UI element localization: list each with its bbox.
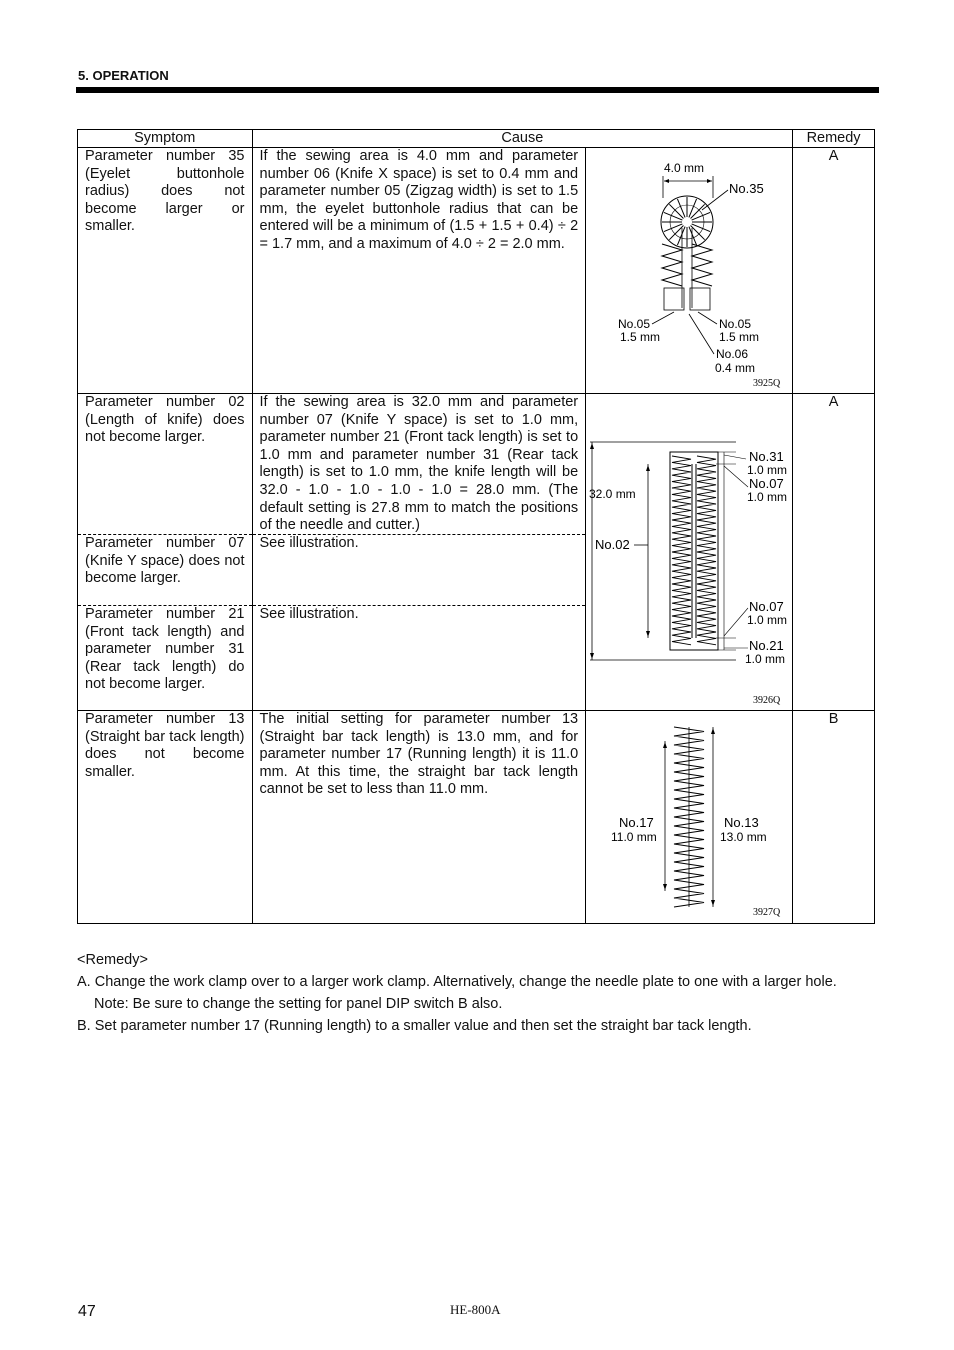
table-row [78, 148, 875, 394]
no07-bottom-label: No.07 [749, 599, 784, 614]
eyelet-stitch [669, 226, 683, 240]
remedy-cell: A [793, 148, 875, 394]
remedy-a: A. Change the work clamp over to a larger work clamp. Alternatively, change the needle plate to one with a larger hole. [77, 974, 837, 990]
right-zigzag-stitch [697, 456, 716, 645]
symptom-cell [78, 148, 253, 394]
no05-right-value: 1.5 mm [719, 330, 760, 344]
eyelet-stitch [664, 224, 682, 232]
no21-label: No.21 [749, 638, 784, 653]
no31-label: No.31 [749, 449, 784, 464]
no06-label: No.06 [716, 347, 749, 361]
eyelet-stitch [669, 204, 683, 218]
no35-label: No.35 [729, 181, 764, 196]
length-label: 32.0 mm [589, 487, 636, 501]
no05-left-label: No.05 [618, 317, 651, 331]
eyelet-stitch [678, 227, 686, 245]
eyelet-stitch [691, 204, 705, 218]
section-header: 5. OPERATION [78, 68, 169, 83]
right-zigzag-stitch [692, 244, 712, 286]
eyelet-stitch [664, 212, 682, 220]
cause-text: See illustration. [259, 606, 359, 622]
left-zigzag-stitch [672, 456, 691, 645]
header-symptom: Symptom [78, 130, 253, 148]
remedy-notes [77, 949, 887, 1037]
eyelet-stitch [691, 226, 705, 240]
cause-text: The initial setting for parameter number 13 (Straight bar tack length) is 13.0 mm, and for parameter number 17 (Running length) it is 11.0 mm. At this time, the straight bar tack length cannot be set to less than 11.0 mm. [259, 711, 579, 798]
troubleshooting-table [77, 129, 875, 924]
no07-top-label: No.07 [749, 476, 784, 491]
cause-cell [252, 394, 586, 711]
figure-code: 3926Q [753, 695, 781, 706]
buttonhole-illustration [586, 394, 793, 711]
table-row [78, 711, 875, 924]
symptom-text: Parameter number 35 (Eyelet buttonhole radius) does not become larger or smaller. [85, 148, 245, 235]
symptom-text: Parameter number 07 (Knife Y space) does not become larger. [78, 535, 252, 606]
model-name: HE-800A [450, 1302, 501, 1317]
no02-label: No.02 [595, 537, 630, 552]
header-remedy: Remedy [793, 130, 875, 148]
cause-cell [252, 711, 586, 924]
eyelet-stitch [692, 224, 710, 232]
remedy-cell: B [793, 711, 875, 924]
no21-value: 1.0 mm [745, 652, 786, 666]
cause-text: See illustration. [253, 535, 586, 606]
header-rule [76, 87, 879, 93]
no17-label: No.17 [619, 815, 654, 830]
table-header-row [78, 130, 875, 148]
no13-value: 13.0 mm [720, 830, 767, 844]
figure-code: 3927Q [753, 907, 781, 918]
symptom-text: Parameter number 13 (Straight bar tack length) does not become smaller. [85, 711, 245, 780]
remedy-a-note: Note: Be sure to change the setting for panel DIP switch B also. [94, 996, 503, 1012]
left-zigzag-stitch [662, 244, 682, 286]
remedy-cell: A [793, 394, 875, 711]
symptom-cell [78, 711, 253, 924]
bartack-illustration [586, 711, 793, 924]
no31-value: 1.0 mm [747, 463, 788, 477]
eyelet-illustration [586, 148, 793, 394]
table-row [78, 394, 875, 711]
no06-value: 0.4 mm [715, 361, 756, 375]
eyelet-stitch [689, 227, 697, 245]
header-cause: Cause [252, 130, 793, 148]
symptom-text: Parameter number 02 (Length of knife) does not become larger. [78, 394, 252, 535]
symptom-cell [78, 394, 253, 711]
cause-cell [252, 148, 586, 394]
eyelet-stitch [678, 199, 686, 217]
figure-code: 3925Q [753, 378, 781, 389]
remedy-b: B. Set parameter number 17 (Running length) to a smaller value and then set the straight bar tack length. [77, 1018, 752, 1034]
page-number: 47 [78, 1303, 96, 1320]
eyelet-stitch [689, 199, 697, 217]
cause-text: If the sewing area is 32.0 mm and parameter number 07 (Knife Y space) is set to 1.0 mm, parameter number 21 (Front tack length) is set to 1.0 mm and parameter number 31 (Rear tack length) is set to 1.0 mm, the knife length will be 32.0 - 1.0 - 1.0 - 1.0 - 1.0 = 28.0 mm. (The default setting is 27.8 mm to match the positions of the needle and cutter.) [253, 394, 586, 535]
no05-left-value: 1.5 mm [620, 330, 661, 344]
no13-label: No.13 [724, 815, 759, 830]
width-label: 4.0 mm [664, 161, 705, 175]
no05-right-label: No.05 [719, 317, 752, 331]
eyelet-stitch [692, 212, 710, 220]
no07-top-value: 1.0 mm [747, 490, 788, 504]
cause-text: If the sewing area is 4.0 mm and parameter number 06 (Knife X space) is set to 0.4 mm and parameter number 05 (Zigzag width) is set to 1.5 mm, the eyelet buttonhole radius that can be entered will be a minimum of (1.5 + 1.5 + 0.4) ÷ 2 = 1.7 mm, and a maximum of 4.0 ÷ 2 = 2.0 mm. [259, 148, 579, 252]
no07-bottom-value: 1.0 mm [747, 613, 788, 627]
remedy-title: <Remedy> [77, 952, 148, 968]
symptom-text: Parameter number 21 (Front tack length) and parameter number 31 (Rear tack length) do not become larger. [85, 606, 245, 693]
no17-value: 11.0 mm [611, 830, 657, 844]
